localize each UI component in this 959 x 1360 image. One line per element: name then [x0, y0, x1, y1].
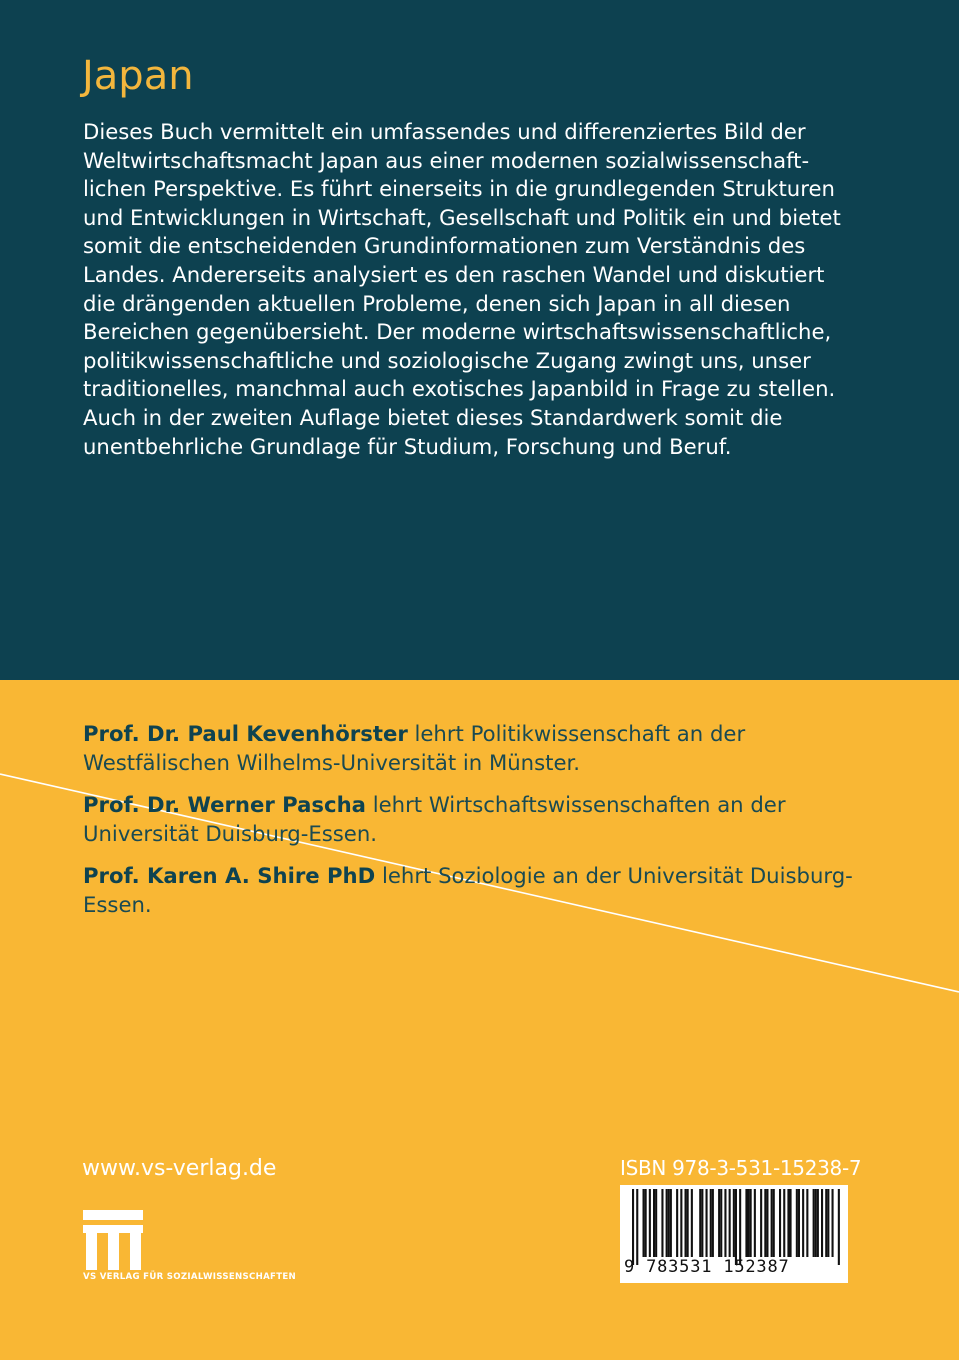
author-bio-shire: [83, 862, 883, 919]
description-line: somit die entscheidenden Grundinformationen zum Verständnis des: [83, 233, 806, 259]
barcode-bar: [787, 1189, 789, 1257]
barcode-bar: [825, 1189, 827, 1257]
description-line: traditionelles, manchmal auch exotisches Japanbild in Frage zu stellen.: [83, 376, 836, 402]
description-line: Dieses Buch vermittelt ein umfassendes und differenziertes Bild der: [83, 119, 806, 144]
author-affiliation: Westfälischen Wilhelms-Universität in Münster.: [83, 749, 580, 775]
barcode-bar: [760, 1189, 762, 1257]
barcode-bar: [735, 1189, 737, 1265]
author-role: lehrt Wirtschaftswissenschaften an der: [365, 792, 786, 817]
publisher-website[interactable]: www.vs-verlag.de: [82, 1156, 277, 1181]
barcode-bar: [720, 1189, 722, 1257]
barcode-bar: [771, 1189, 773, 1257]
barcode-bar: [680, 1189, 682, 1257]
barcode-bar: [632, 1189, 634, 1265]
barcode-bar: [817, 1189, 819, 1257]
barcode-bar: [645, 1189, 647, 1257]
isbn-label: ISBN 978-3-531-15238-7: [620, 1156, 862, 1180]
barcode-bar: [838, 1189, 840, 1265]
barcode-bar: [806, 1189, 808, 1257]
barcode-bar: [643, 1189, 645, 1257]
barcode-bar: [748, 1189, 750, 1257]
barcode-bar: [670, 1189, 672, 1257]
barcode-bar: [685, 1189, 687, 1257]
description-line: Weltwirtschaftsmacht Japan aus einer modernen sozialwissenschaft-: [83, 147, 810, 173]
barcode-bar: [701, 1189, 703, 1257]
barcode-bar: [764, 1189, 766, 1257]
barcode-bar: [699, 1189, 701, 1257]
barcode-bar: [796, 1189, 798, 1257]
barcode-bar: [687, 1189, 689, 1257]
barcode-bar: [661, 1189, 663, 1257]
description-line: Auch in der zweiten Auflage bietet dieses Standardwerk somit die: [83, 404, 783, 430]
author-name: Prof. Karen A. Shire PhD: [83, 863, 376, 888]
author-bio-pascha: [83, 791, 883, 848]
description-line: politikwissenschaftliche und soziologische Zugang zwingt uns, unser: [83, 347, 811, 373]
author-role: lehrt Soziologie an der Universität Duisburg-: [375, 863, 853, 888]
barcode-bar: [827, 1189, 829, 1257]
barcode-bar: [729, 1189, 731, 1257]
barcode-bar: [718, 1189, 720, 1257]
barcode-bar: [773, 1189, 775, 1257]
barcode-bar: [724, 1189, 726, 1257]
barcode-bar: [813, 1189, 815, 1257]
barcode-bar: [691, 1189, 693, 1257]
barcode-bar: [668, 1189, 670, 1257]
barcode-bar: [676, 1189, 678, 1257]
barcode-bar: [706, 1189, 708, 1257]
barcode-bar: [815, 1189, 817, 1257]
barcode-bar: [636, 1189, 638, 1265]
description-line: und Entwicklungen in Wirtschaft, Gesellschaft und Politik ein und bietet: [83, 204, 841, 230]
description-line: die drängenden aktuellen Probleme, denen sich Japan in all diesen: [83, 290, 791, 316]
barcode-bar: [790, 1189, 792, 1257]
barcode-bar: [766, 1189, 768, 1257]
author-bio-kevenhoerster: [83, 720, 883, 777]
barcode-digits: 9 783531 152387: [624, 1257, 790, 1277]
barcode-bar: [798, 1189, 800, 1257]
barcode-bar: [655, 1189, 657, 1257]
barcode-bar: [653, 1189, 655, 1257]
barcode-bar: [745, 1189, 747, 1257]
barcode-bar: [712, 1189, 714, 1257]
barcode-bar: [739, 1189, 741, 1265]
book-description: [83, 118, 863, 461]
barcode-bar: [783, 1189, 785, 1257]
book-title: Japan: [82, 53, 194, 99]
back-cover-bottom-panel: [0, 680, 959, 1360]
description-line: Landes. Andererseits analysiert es den raschen Wandel und diskutiert: [83, 261, 825, 287]
barcode-bar: [750, 1189, 752, 1257]
description-line: Bereichen gegenübersieht. Der moderne wirtschaftswissenschaftliche,: [83, 319, 832, 345]
author-name: Prof. Dr. Werner Pascha: [83, 792, 366, 817]
barcode-bar: [832, 1189, 834, 1257]
description-line: lichen Perspektive. Es führt einerseits in die grundlegenden Strukturen: [83, 176, 835, 202]
barcode-bar: [779, 1189, 781, 1257]
author-name: Prof. Dr. Paul Kevenhörster: [83, 721, 408, 746]
description-line: unentbehrliche Grundlage für Studium, Forschung und Beruf.: [83, 433, 732, 459]
author-affiliation: Universität Duisburg-Essen.: [83, 820, 378, 846]
barcode-bar: [666, 1189, 668, 1257]
author-role: lehrt Politikwissenschaft an der: [407, 721, 746, 746]
barcode-bar: [821, 1189, 823, 1257]
barcode-bar: [649, 1189, 651, 1257]
vs-verlag-logo-icon: [83, 1210, 143, 1270]
isbn-barcode: [620, 1185, 848, 1283]
author-affiliation: Essen.: [83, 891, 152, 917]
barcode-bar: [754, 1189, 756, 1257]
barcode-bar: [802, 1189, 804, 1257]
barcode-bar: [733, 1189, 735, 1257]
publisher-logo-caption: VS VERLAG FÜR SOZIALWISSENSCHAFTEN: [83, 1272, 297, 1282]
barcode-bar: [710, 1189, 712, 1257]
